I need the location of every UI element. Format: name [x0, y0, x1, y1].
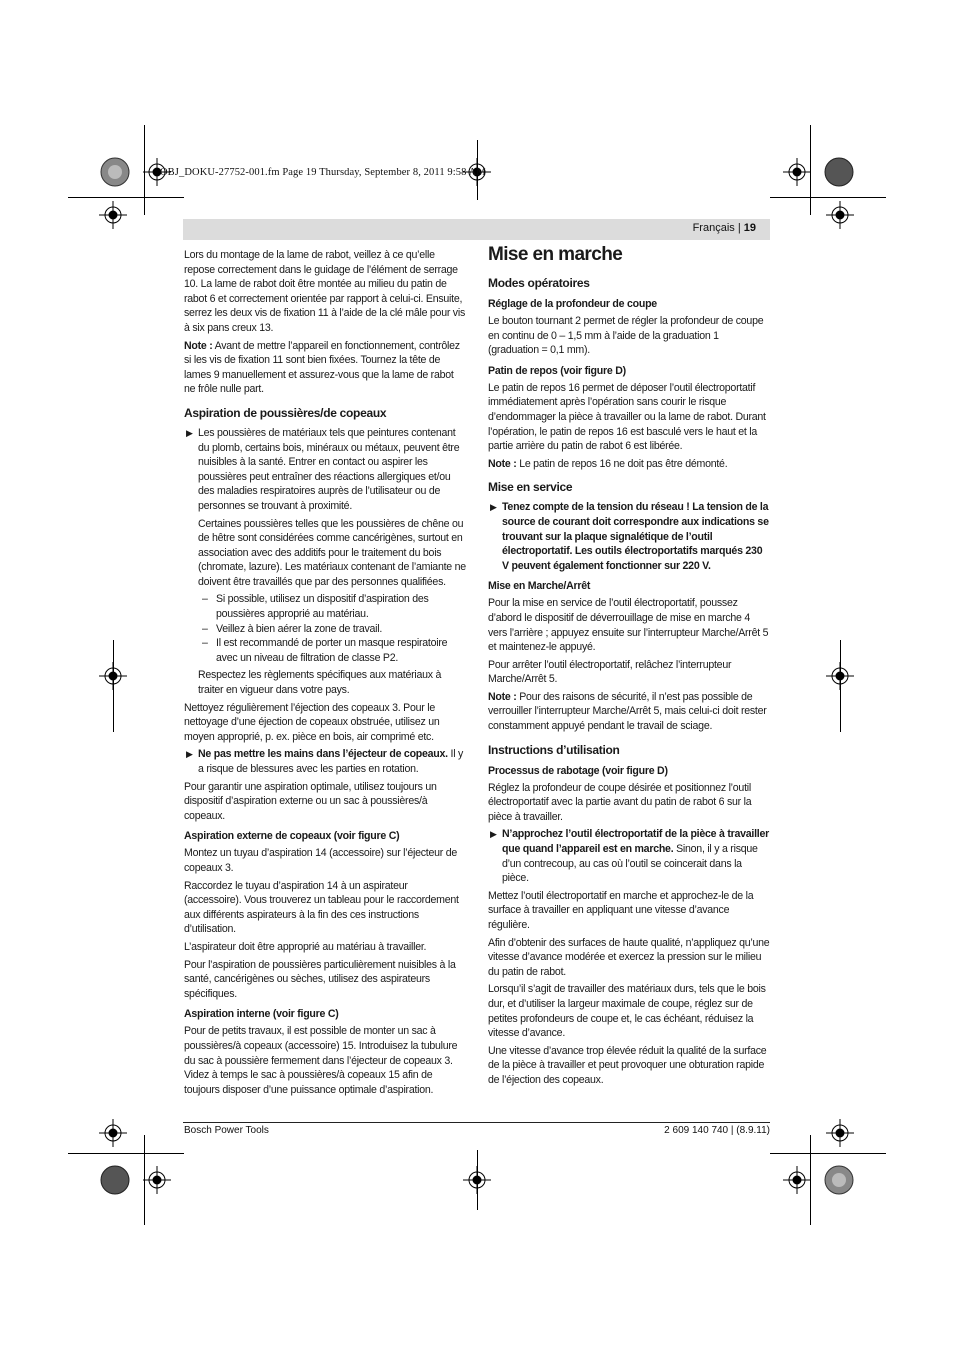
page-number: 19: [743, 222, 756, 234]
paragraph-ext-1: Montez un tuyau d’aspiration 14 (accessoire) sur l’éjecteur de copeaux 3.: [184, 847, 458, 874]
heading-planing: Processus de rabotage (voir figure D): [488, 764, 668, 777]
footer-rule: [183, 1122, 770, 1123]
warning-voltage: ▶ Tenez compte de la tension du réseau ! La tension de la source de courant doit correspondre aux indications se trouvant sur la plaque signalétique de l’outil électroportatif. Les outils électroportatifs marqués 230 V peuvent également fonctionner sur 220 V.: [490, 501, 769, 572]
heading-external-aspiration: Aspiration externe de copeaux (voir figure C): [184, 830, 400, 843]
paragraph-planing: Réglez la profondeur de coupe désirée et positionnez l’outil électroportatif avec la partie avant du patin de rabot 6 sur la pièce à travailler.: [488, 781, 752, 823]
bullet-triangle-icon: ▶: [490, 829, 497, 840]
dash-item: – Il est recommandé de porter un masque respiratoire avec un niveau de filtration de classe P2.: [202, 637, 448, 664]
heading-start-up: Mise en service: [488, 480, 573, 495]
paragraph-rest-shoe: Le patin de repos 16 permet de déposer l’outil électroportatif immédiatement après l’opération sans courir le risque d’endommager la pièce à travailler ou la lame de rabot. Durant l’opération, le patin de repos 16 est basculé vers le haut et la partie arrière du patin de rabot 6 est libérée.: [488, 381, 766, 453]
heading-on-off: Mise en Marche/Arrêt: [488, 580, 591, 593]
footer-brand: Bosch Power Tools: [184, 1125, 269, 1136]
file-info-line: OBJ_DOKU-27752-001.fm Page 19 Thursday, September 8, 2011 9:58 AM: [160, 167, 486, 178]
dash-item: – Si possible, utilisez un dispositif d’aspiration des poussières approprié au matériau.: [202, 593, 429, 621]
heading-cutting-depth: Réglage de la profondeur de coupe: [488, 298, 657, 310]
warning-hands: ▶ Ne pas mettre les mains dans l’éjecteur de copeaux. Il y a risque de blessures avec les parties en rotation.: [186, 748, 464, 775]
note-lock: Note : Pour des raisons de sécurité, il n’est pas possible de verrouiller l’interrupteur Marche/Arrêt 5, mais celui-ci doit rester constamment appuyé pendant le travail de sciage.: [488, 690, 767, 733]
header-separator: |: [737, 222, 741, 234]
heading-internal-aspiration: Aspiration interne (voir figure C): [184, 1008, 339, 1021]
paragraph-optimal-aspiration: Pour garantir une aspiration optimale, utilisez toujours un dispositif d’aspiration externe ou un sac à poussières/à copeaux.: [184, 780, 437, 822]
paragraph-cleaning: Nettoyez régulièrement l’éjection des copeaux 3. Pour le nettoyage d’une éjection de copeaux obstruée, utilisez un moyen approprié, p. ex. pièce en bois, air comprimé etc.: [184, 701, 440, 743]
note-rest-shoe: Note : Le patin de repos 16 ne doit pas être démonté.: [488, 457, 728, 470]
warning-dust: ▶ Les poussières de matériaux tels que peintures contenant du plomb, certains bois, minéraux ou métaux, peuvent être nuisibles à la santé. Entrer en contact ou aspirer les poussières peut entraîner des réactions allergiques et/ou des maladies respiratoires auprès de l’utilisateur ou de personnes se trouvant à proximité.: [186, 426, 460, 512]
paragraph-switch-on: Pour la mise en service de l’outil électroportatif, poussez d’abord le dispositif de déverrouillage de mise en marche 4 vers l’arrière ; appuyez ensuite sur l’interrupteur Marche/Arrêt 5 et maintenez-le appuyé.: [488, 597, 769, 654]
note-fixation: Note : Avant de mettre l’appareil en fonctionnement, contrôlez si les vis de fixation 11 sont bien fixées. Tournez la tête de lames 9 manuellement et assurez-vous que la lame de rabot ne frôle nulle part.: [184, 339, 460, 396]
paragraph-cutting-depth: Le bouton tournant 2 permet de régler la profondeur de coupe en continu de 0 – 1,5 mm à l’aide de la graduation 1 (graduation = 0,1 mm).: [488, 315, 764, 357]
heading-working-advice: Instructions d’utilisation: [488, 742, 620, 757]
paragraph-switch-off: Pour arrêter l’outil électroportatif, relâchez l’interrupteur Marche/Arrêt 5.: [488, 658, 732, 686]
language-label: Français: [692, 222, 735, 234]
bullet-triangle-icon: ▶: [490, 502, 497, 513]
page-header-label: [693, 222, 756, 234]
warning-approach: ▶ N’approchez l’outil électroportatif de la pièce à travailler que quand l’appareil est en marche. Sinon, il y a risque d’un contrecoup, au cas où l’outil se coincerait dans la pièce.: [490, 828, 769, 885]
section-title: Mise en marche: [488, 244, 623, 265]
bullet-triangle-icon: ▶: [186, 427, 193, 438]
paragraph-quality: Afin d’obtenir des surfaces de haute qualité, n’appliquez qu’une vitesse d’avance modérée et exercez la pression sur le milieu du patin de rabot.: [488, 936, 770, 978]
right-column: [488, 243, 770, 1091]
bullet-triangle-icon: ▶: [186, 749, 193, 760]
page-header-bar: [183, 219, 770, 240]
dash-item: – Veillez à bien aérer la zone de travail.: [202, 622, 383, 635]
left-column: [184, 248, 466, 1100]
heading-aspiration: Aspiration de poussières/de copeaux: [184, 405, 387, 420]
footer-doc-number: 2 609 140 740 | (8.9.11): [664, 1125, 770, 1136]
paragraph-dust-carcinogenic: Certaines poussières telles que les poussières de chêne ou de hêtre sont considérées comme cancérigènes, surtout en association avec des additifs pour le traitement du bois (chromate, lazure). Les matériaux contenant de l’amiante ne doivent être travaillés que par des personnes qualifiées.: [198, 517, 466, 588]
paragraph-feed-speed: Une vitesse d’avance trop élevée réduit la qualité de la surface de la pièce à travailler et peut provoquer une obturation rapide de l’éjection des copeaux.: [488, 1044, 767, 1086]
paragraph-hard-materials: Lorsqu’il s’agit de travailler des matériaux durs, tels que le bois dur, et d’utiliser la largeur maximale de coupe, réglez sur de petites profondeurs de coupe et, le cas échéant, réduisez la vitesse d’avance.: [488, 983, 766, 1040]
paragraph-feed: Mettez l’outil électroportatif en marche et approchez-le de la surface à travailler en appliquant une vitesse d’avance régulière.: [488, 889, 754, 931]
paragraph-regulations: Respectez les règlements spécifiques aux matériaux à traiter en vigueur dans votre pays.: [198, 669, 442, 697]
heading-modes: Modes opératoires: [488, 276, 590, 290]
paragraph-montage: Lors du montage de la lame de rabot, veillez à ce qu’elle repose correctement dans le guidage de l’élément de serrage 10. La lame de rabot doit être montée au milieu du patin de rabot 6 et correctement orientée par rapport à celui-ci. Ensuite, serrez les deux vis de fixation 11 à l’aide de la clé mâle pour vis à six pans creux 13.: [184, 249, 466, 334]
paragraph-ext-3: L’aspirateur doit être approprié au matériau à travailler.: [184, 940, 427, 953]
paragraph-ext-2: Raccordez le tuyau d’aspiration 14 à un aspirateur (accessoire). Vous trouverez un tableau pour le raccordement aux différents aspirateurs à la fin des ces instructions d’utilisation.: [184, 879, 459, 936]
paragraph-int: Pour de petits travaux, il est possible de monter un sac à poussières/à copeaux (accessoire) 15. Introduisez la tubulure du sac à poussière fermement dans l’éjecteur de copeaux 3. Videz à temps le sac à poussières/à copeaux 15 afin de toujours disposer d’une puissance optimale d’aspiration.: [184, 1025, 458, 1096]
paragraph-ext-4: Pour l’aspiration de poussières particulièrement nuisibles à la santé, cancérigènes ou sèches, utilisez des aspirateurs spécifiques.: [184, 958, 456, 1000]
heading-rest-shoe: Patin de repos (voir figure D): [488, 364, 626, 377]
